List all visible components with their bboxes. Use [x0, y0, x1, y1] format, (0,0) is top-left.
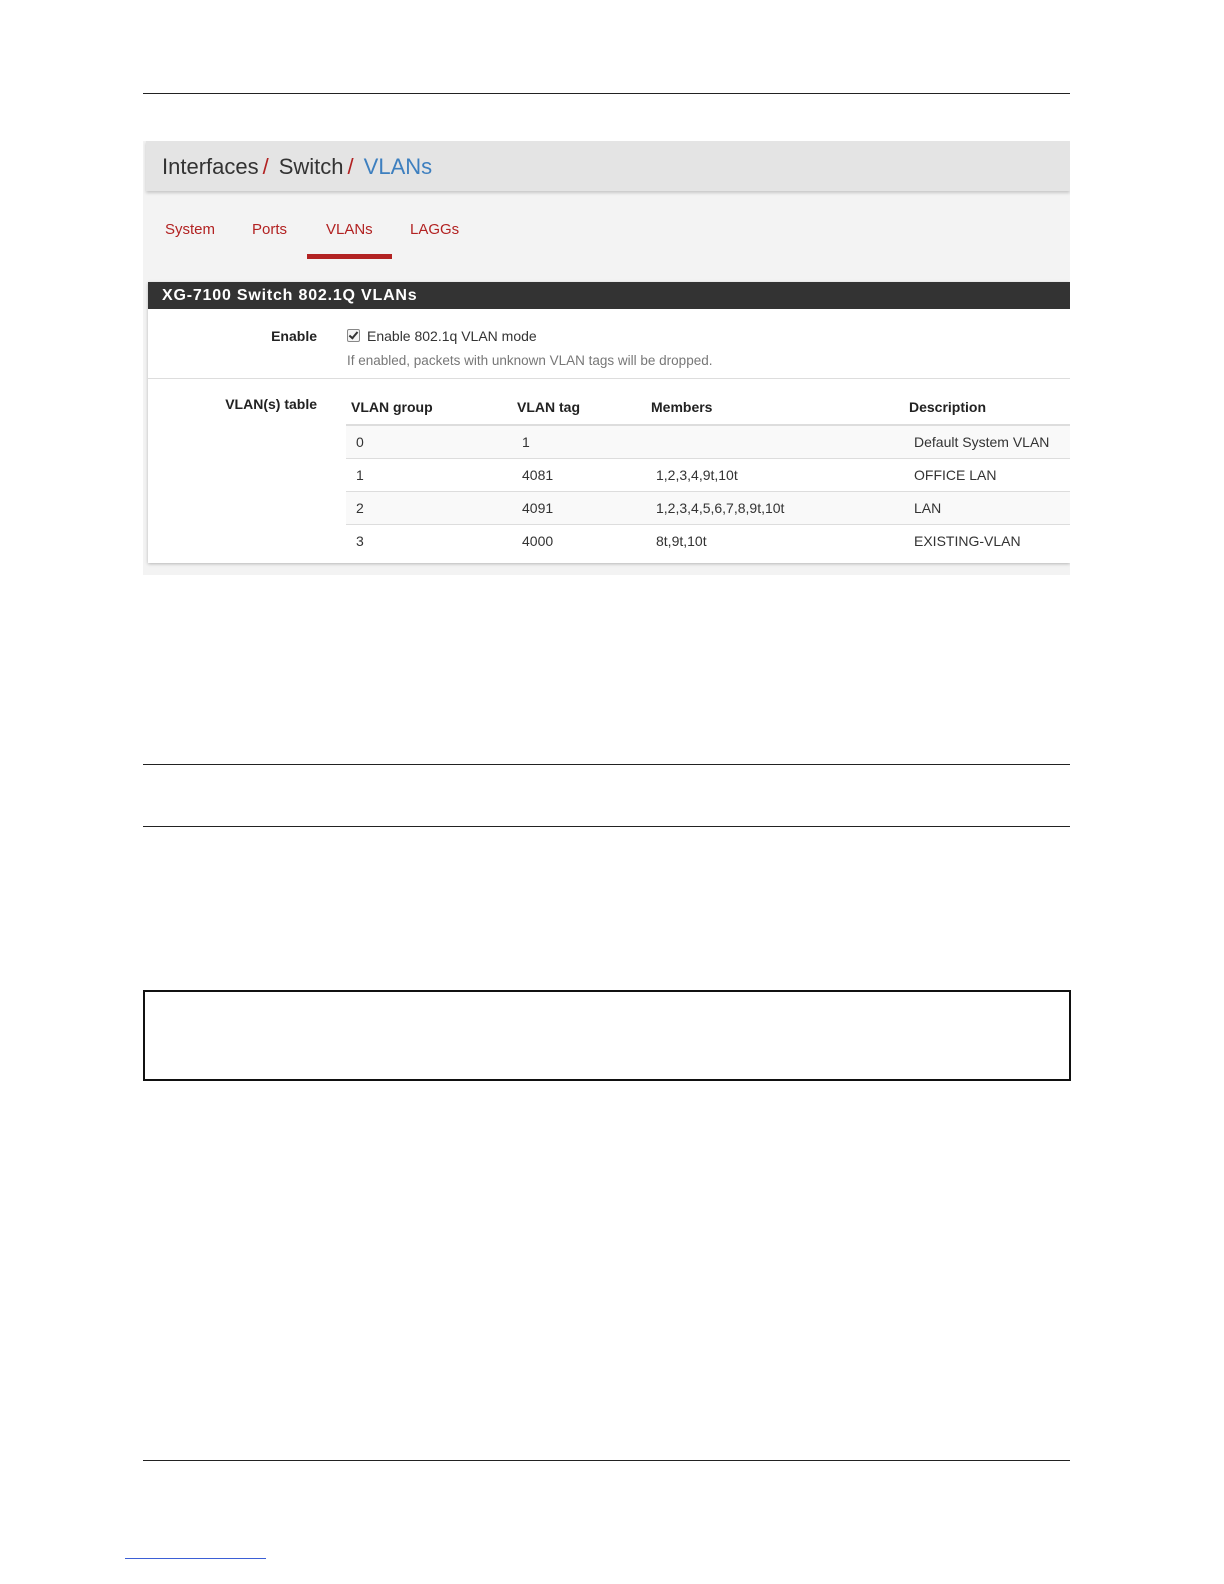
tab-ports[interactable]: Ports [252, 221, 288, 238]
vlan-table [346, 390, 1070, 557]
vlan-settings-screenshot [143, 141, 1070, 575]
enable-help-text: If enabled, packets with unknown VLAN tags will be dropped. [347, 353, 713, 368]
table-row [346, 459, 1070, 492]
checkbox-label: Enable 802.1q VLAN mode [367, 328, 537, 344]
panel-heading: XG-7100 Switch 802.1Q VLANs [148, 282, 1070, 309]
footnote-rule [125, 1558, 266, 1559]
tab-vlans[interactable]: VLANs [326, 221, 373, 238]
column-header-vlan-group: VLAN group [346, 390, 512, 425]
cell-description: LAN [904, 492, 1070, 525]
cell-vlan-tag: 4091 [512, 492, 646, 525]
cell-vlan-tag: 4000 [522, 533, 554, 549]
empty-box [143, 990, 1071, 1081]
cell-vlan-group: 3 [356, 533, 364, 549]
checkbox-checked-icon[interactable] [347, 329, 360, 342]
cell-members: 8t,9t,10t [656, 533, 707, 549]
breadcrumb-vlans[interactable]: VLANs [363, 154, 433, 179]
cell-vlan-group: 2 [346, 492, 512, 525]
section-divider [143, 826, 1070, 827]
cell-vlan-tag: 4081 [512, 459, 646, 492]
cell-vlan-group: 1 [346, 459, 512, 492]
cell-members: 1,2,3,4,9t,10t [646, 459, 904, 492]
breadcrumb-interfaces[interactable]: Interfaces [162, 154, 259, 179]
bottom-divider [143, 1460, 1070, 1461]
table-header-row [346, 390, 1070, 425]
row-separator [148, 378, 1070, 379]
cell-description: EXISTING-VLAN [914, 533, 1021, 549]
tab-laggs[interactable]: LAGGs [410, 221, 460, 238]
breadcrumb [162, 154, 432, 180]
top-divider [143, 93, 1070, 94]
cell-members: 1,2,3,4,5,6,7,8,9t,10t [646, 492, 904, 525]
enable-label: Enable [271, 328, 317, 344]
vlan-table-label: VLAN(s) table [225, 396, 317, 412]
cell-vlan-tag: 1 [512, 425, 646, 459]
cell-members [646, 425, 904, 459]
cell-vlan-group: 0 [346, 425, 512, 459]
table-row [346, 525, 1070, 558]
vlans-panel [148, 282, 1070, 563]
column-header-vlan-tag: VLAN tag [512, 390, 646, 425]
table-row [346, 492, 1070, 525]
cell-description: Default System VLAN [904, 425, 1070, 459]
section-divider [143, 764, 1070, 765]
breadcrumb-bar [146, 141, 1070, 191]
cell-description: OFFICE LAN [904, 459, 1070, 492]
table-row [346, 425, 1070, 459]
breadcrumb-separator: / [347, 154, 354, 179]
column-header-description: Description [904, 390, 1070, 425]
tab-system[interactable]: System [165, 221, 216, 238]
column-header-members: Members [646, 390, 904, 425]
breadcrumb-separator: / [262, 154, 269, 179]
breadcrumb-switch[interactable]: Switch [278, 154, 344, 179]
enable-vlan-mode-checkbox[interactable] [347, 328, 537, 344]
